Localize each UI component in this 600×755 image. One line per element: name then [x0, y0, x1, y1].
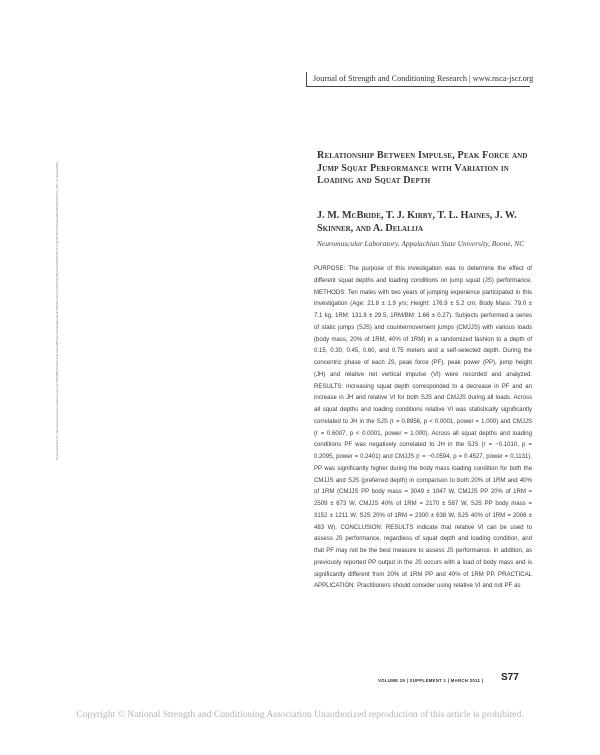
journal-name: Journal of Strength and Conditioning Research — [313, 74, 467, 83]
running-header — [313, 74, 534, 83]
journal-website[interactable]: www.nsca-jscr.org — [472, 74, 534, 83]
header-tick — [306, 72, 307, 86]
author-affiliation: Neuromuscular Laboratory, Appalachian State University, Boone, NC — [317, 239, 525, 248]
article-authors: J. M. McBride, T. J. Kirby, T. L. Haines, J. W. Skinner, and A. Delalija — [317, 210, 517, 234]
article-title: Relationship Between Impulse, Peak Force and Jump Squat Performance with Variation in Loading and Squat Depth — [317, 150, 528, 187]
header-separator: | — [469, 74, 471, 83]
download-margin-note: Downloaded from http://journals.lww.com/nsca-jscr by BhDMf5ePHKav1zEoum1tQfN4a+kJLhEZgbsIHo4XMi0hCywCX1AWnYQp/IlQrHD3i3D0OdRyi7TvSFl4Cf3VC4/OAVpDDa8KKGKV0Ymy+78= on 03/11/2024 — [55, 161, 59, 460]
copyright-watermark: Copyright © National Strength and Conditioning Association Unauthorized reproduction of this article is prohibited. — [76, 709, 524, 720]
page-number: S77 — [501, 672, 519, 683]
volume-info: VOLUME 25 | SUPPLEMENT 1 | MARCH 2011 | — [378, 678, 484, 683]
header-rule — [306, 86, 530, 87]
abstract-text: PURPOSE: The purpose of this investigation was to determine the effect of different squat depths and loading conditions on jump squat (JS) performance. METHODS: Ten males with two years of jumping experience participated in this investigation (Age: 21.8 ± 1.9 yrs; Height: 176.9 ± 5.2 cm; Body Mass: 79.0 ± 7.1 kg, 1RM: 131.8 ± 29.5, 1RM/BM: 1.66 ± 0.27). Subjects performed a series of static jumps (SJS) and countermovement jumps (CMJJS) with various loads (body mass, 20% of 1RM, 40% of 1RM) in a randomized fashion to a depth of 0.15, 0.30, 0.45, 0.60, and 0.75 meters and a self-selected depth. During the concentric phase of each JS, peak force (PF), peak power (PP), jump height (JH) and relative net vertical impulse (VI) were recorded and analyzed. RESULTS: Increasing squat depth corresponded to a decrease in PF and an increase in JH and relative VI for both SJS and CMJJS during all loads. Across all squat depths and loading conditions relative VI was statistically significantly correlated to JH in the SJS (r = 0.8956, p < 0.0001, power = 1.000) and CMJJS (r = 0.6007, p < 0.0001, power = 1.000). Across all squat depths and loading conditions PF was negatively correlated to JH in the SJS (r = −0.1010, p = 0.2095, power = 0.2401) and CMJJS (r = −0.0594, p = 0.4527, power = 0.1131). PP was significantly higher during the body mass loading condition for both the CMJJS and SJS (preferred depth) in comparison to both 20% of 1RM and 40% of 1RM (CMJJS PP body mass = 3049 ± 1047 W, CMJJS PP 20% of 1RM = 2509 ± 673 W, CMJJS 40% of 1RM = 2170 ± 587 W, SJS PP body mass = 3152 ± 1211 W, SJS 20% of 1RM = 2300 ± 638 W, SJS 40% of 1RM = 2006 ± 483 W). CONCLUSION: RESULTS indicate that relative VI can be used to assess JS performance, regardless of squat depth and loading condition, and that PF may not be the best measure to assess JS performance. In addition, as previously reported PP output in the JS occurs with a load of body mass and is significantly different from 20% of 1RM PP and 40% of 1RM PP. PRACTICAL APPLICATION: Practitioners should consider using relative VI and not PF as — [314, 266, 532, 590]
